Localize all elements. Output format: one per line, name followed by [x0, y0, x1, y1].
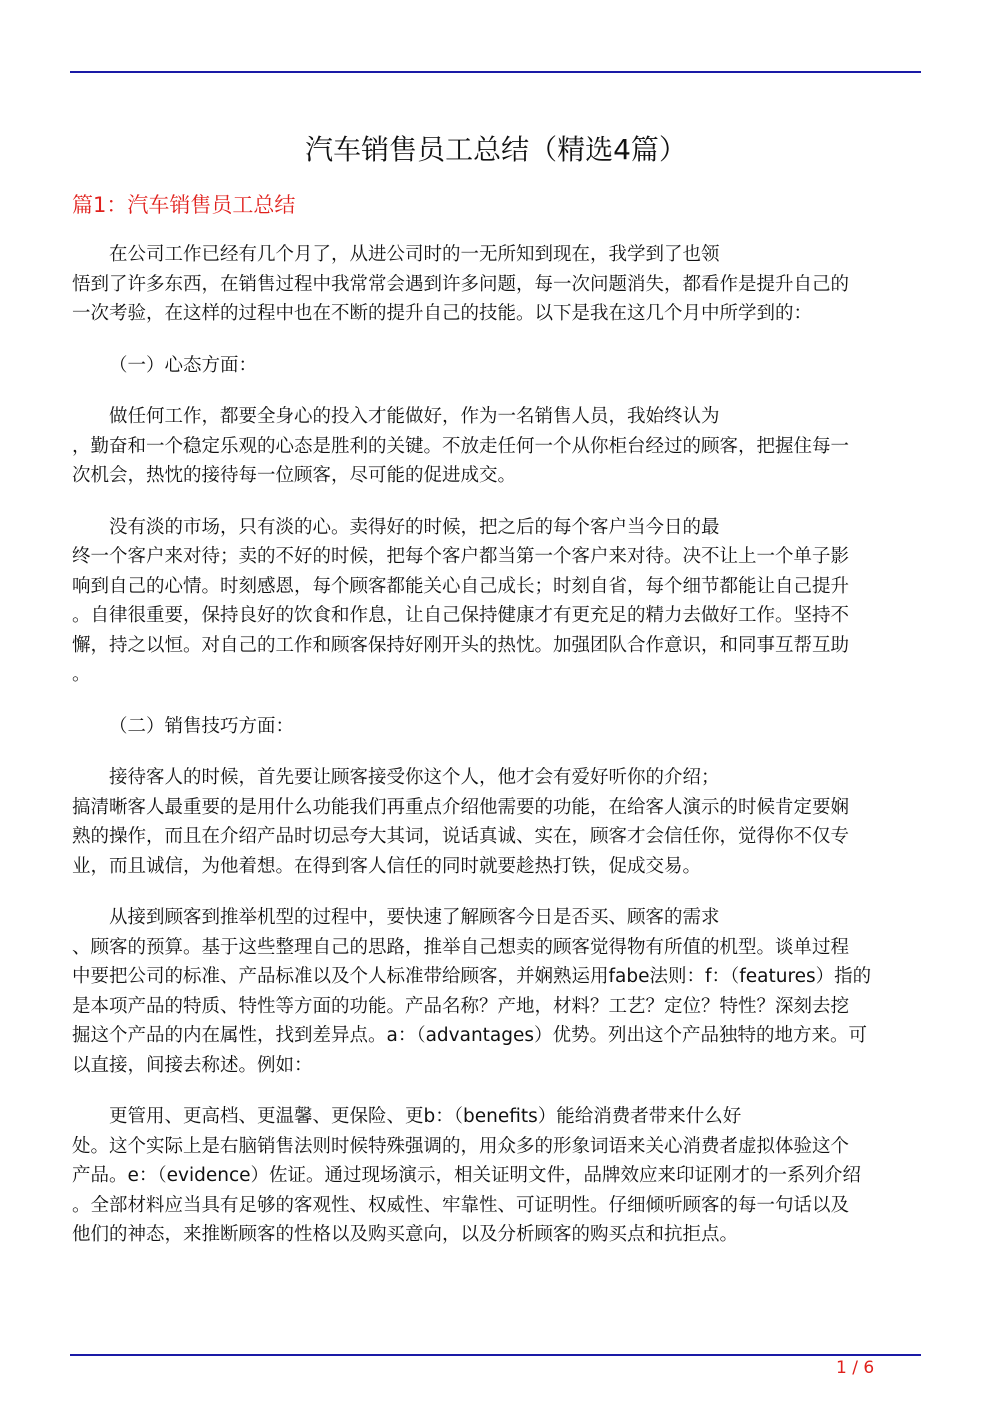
text-line: 业，而且诚信，为他着想。在得到客人信任的同时就要趁热打铁，促成交易。 — [72, 855, 702, 877]
text-line: 他们的神态，来推断顾客的性格以及购买意向，以及分析顾客的购买点和抗拒点。 — [72, 1224, 739, 1245]
text-line: 处。这个实际上是右脑销售法则时候特殊强调的，用众多的形象词语来关心消费者虚拟体验这个 — [72, 1135, 850, 1157]
text-line: 以直接，间接去称述。例如： — [72, 1054, 313, 1076]
text-line: 没有淡的市场，只有淡的心。卖得好的时候，把之后的每个客户当今日的最 — [109, 516, 720, 538]
text-line: 从接到顾客到推举机型的过程中，要快速了解顾客今日是否买、顾客的需求 — [109, 907, 720, 928]
text-line: 终一个客户来对待；卖的不好的时候，把每个客户都当第一个客户来对待。决不让上一个单子影 — [72, 546, 850, 567]
text-line: 一次考验，在这样的过程中也在不断的提升自己的技能。以下是我在这几个月中所学到的： — [72, 303, 813, 324]
paragraph — [72, 763, 914, 881]
text-line: 响到自己的心情。时刻感恩，每个顾客都能关心自己成长；时刻自省，每个细节都能让自己提升 — [72, 575, 850, 597]
text-line: 产品。e：（evidence）佐证。通过现场演示，相关证明文件，品牌效应来印证刚才的一系列介绍 — [72, 1165, 862, 1186]
text-line: （一）心态方面： — [109, 354, 258, 376]
text-line: 更管用、更高档、更温馨、更保险、更b：（benefits）能给消费者带来什么好 — [109, 1106, 742, 1127]
paragraph — [72, 513, 914, 690]
text-line: 做任何工作，都要全身心的投入才能做好，作为一名销售人员，我始终认为 — [109, 406, 720, 427]
text-line: 在公司工作已经有几个月了，从进公司时的一无所知到现在，我学到了也领 — [109, 244, 720, 265]
text-line: 掘这个产品的内在属性，找到差异点。a：（advantages）优势。列出这个产品独特的地方来。可 — [72, 1025, 868, 1046]
paragraph — [72, 351, 914, 381]
text-line: 中要把公司的标准、产品标准以及个人标准带给顾客，并娴熟运用fabe法则：f：（features）指的 — [72, 966, 872, 987]
footer-rule — [70, 1354, 921, 1356]
paragraph — [72, 903, 914, 1080]
paragraph — [72, 1102, 914, 1250]
text-line: 是本项产品的特质、特性等方面的功能。产品名称？产地，材料？工艺？定位？特性？深刻去挖 — [72, 995, 850, 1017]
paragraph — [72, 240, 914, 329]
document-title: 汽车销售员工总结（精选4篇） — [305, 133, 687, 166]
text-line: 、顾客的预算。基于这些整理自己的思路，推举自己想卖的顾客觉得物有所值的机型。谈单过程 — [72, 936, 850, 958]
text-line: 悟到了许多东西，在销售过程中我常常会遇到许多问题，每一次问题消失，都看作是提升自己的 — [72, 273, 850, 295]
paragraph — [72, 402, 914, 491]
text-line: 。全部材料应当具有足够的客观性、权威性、牢靠性、可证明性。仔细倾听顾客的每一句话以及 — [72, 1194, 850, 1216]
text-line: 。自律很重要，保持良好的饮食和作息，让自己保持健康才有更充足的精力去做好工作。坚持不 — [72, 605, 850, 626]
paragraph — [72, 712, 914, 742]
text-line: 搞清晰客人最重要的是用什么功能我们再重点介绍他需要的功能，在给客人演示的时候肯定要娴 — [72, 796, 850, 818]
page-number: 1 / 6 — [836, 1358, 875, 1378]
text-line: 懈，持之以恒。对自己的工作和顾客保持好刚开头的热忱。加强团队合作意识，和同事互帮互助 — [72, 634, 850, 656]
text-line: 接待客人的时候，首先要让顾客接受你这个人，他才会有爱好听你的介绍； — [109, 767, 720, 788]
text-line: 熟的操作，而且在介绍产品时切忌夸大其词，说话真诚、实在，顾客才会信任你，觉得你不仅专 — [72, 826, 850, 847]
header-rule — [70, 71, 921, 73]
text-line: （二）销售技巧方面： — [109, 715, 295, 737]
document-body — [72, 240, 914, 1272]
text-line: 。 — [72, 664, 91, 685]
text-line: ，勤奋和一个稳定乐观的心态是胜利的关键。不放走任何一个从你柜台经过的顾客，把握住每一 — [72, 435, 850, 457]
text-line: 次机会，热忱的接待每一位顾客，尽可能的促进成交。 — [72, 465, 517, 486]
section-heading: 篇1：汽车销售员工总结 — [72, 193, 296, 217]
